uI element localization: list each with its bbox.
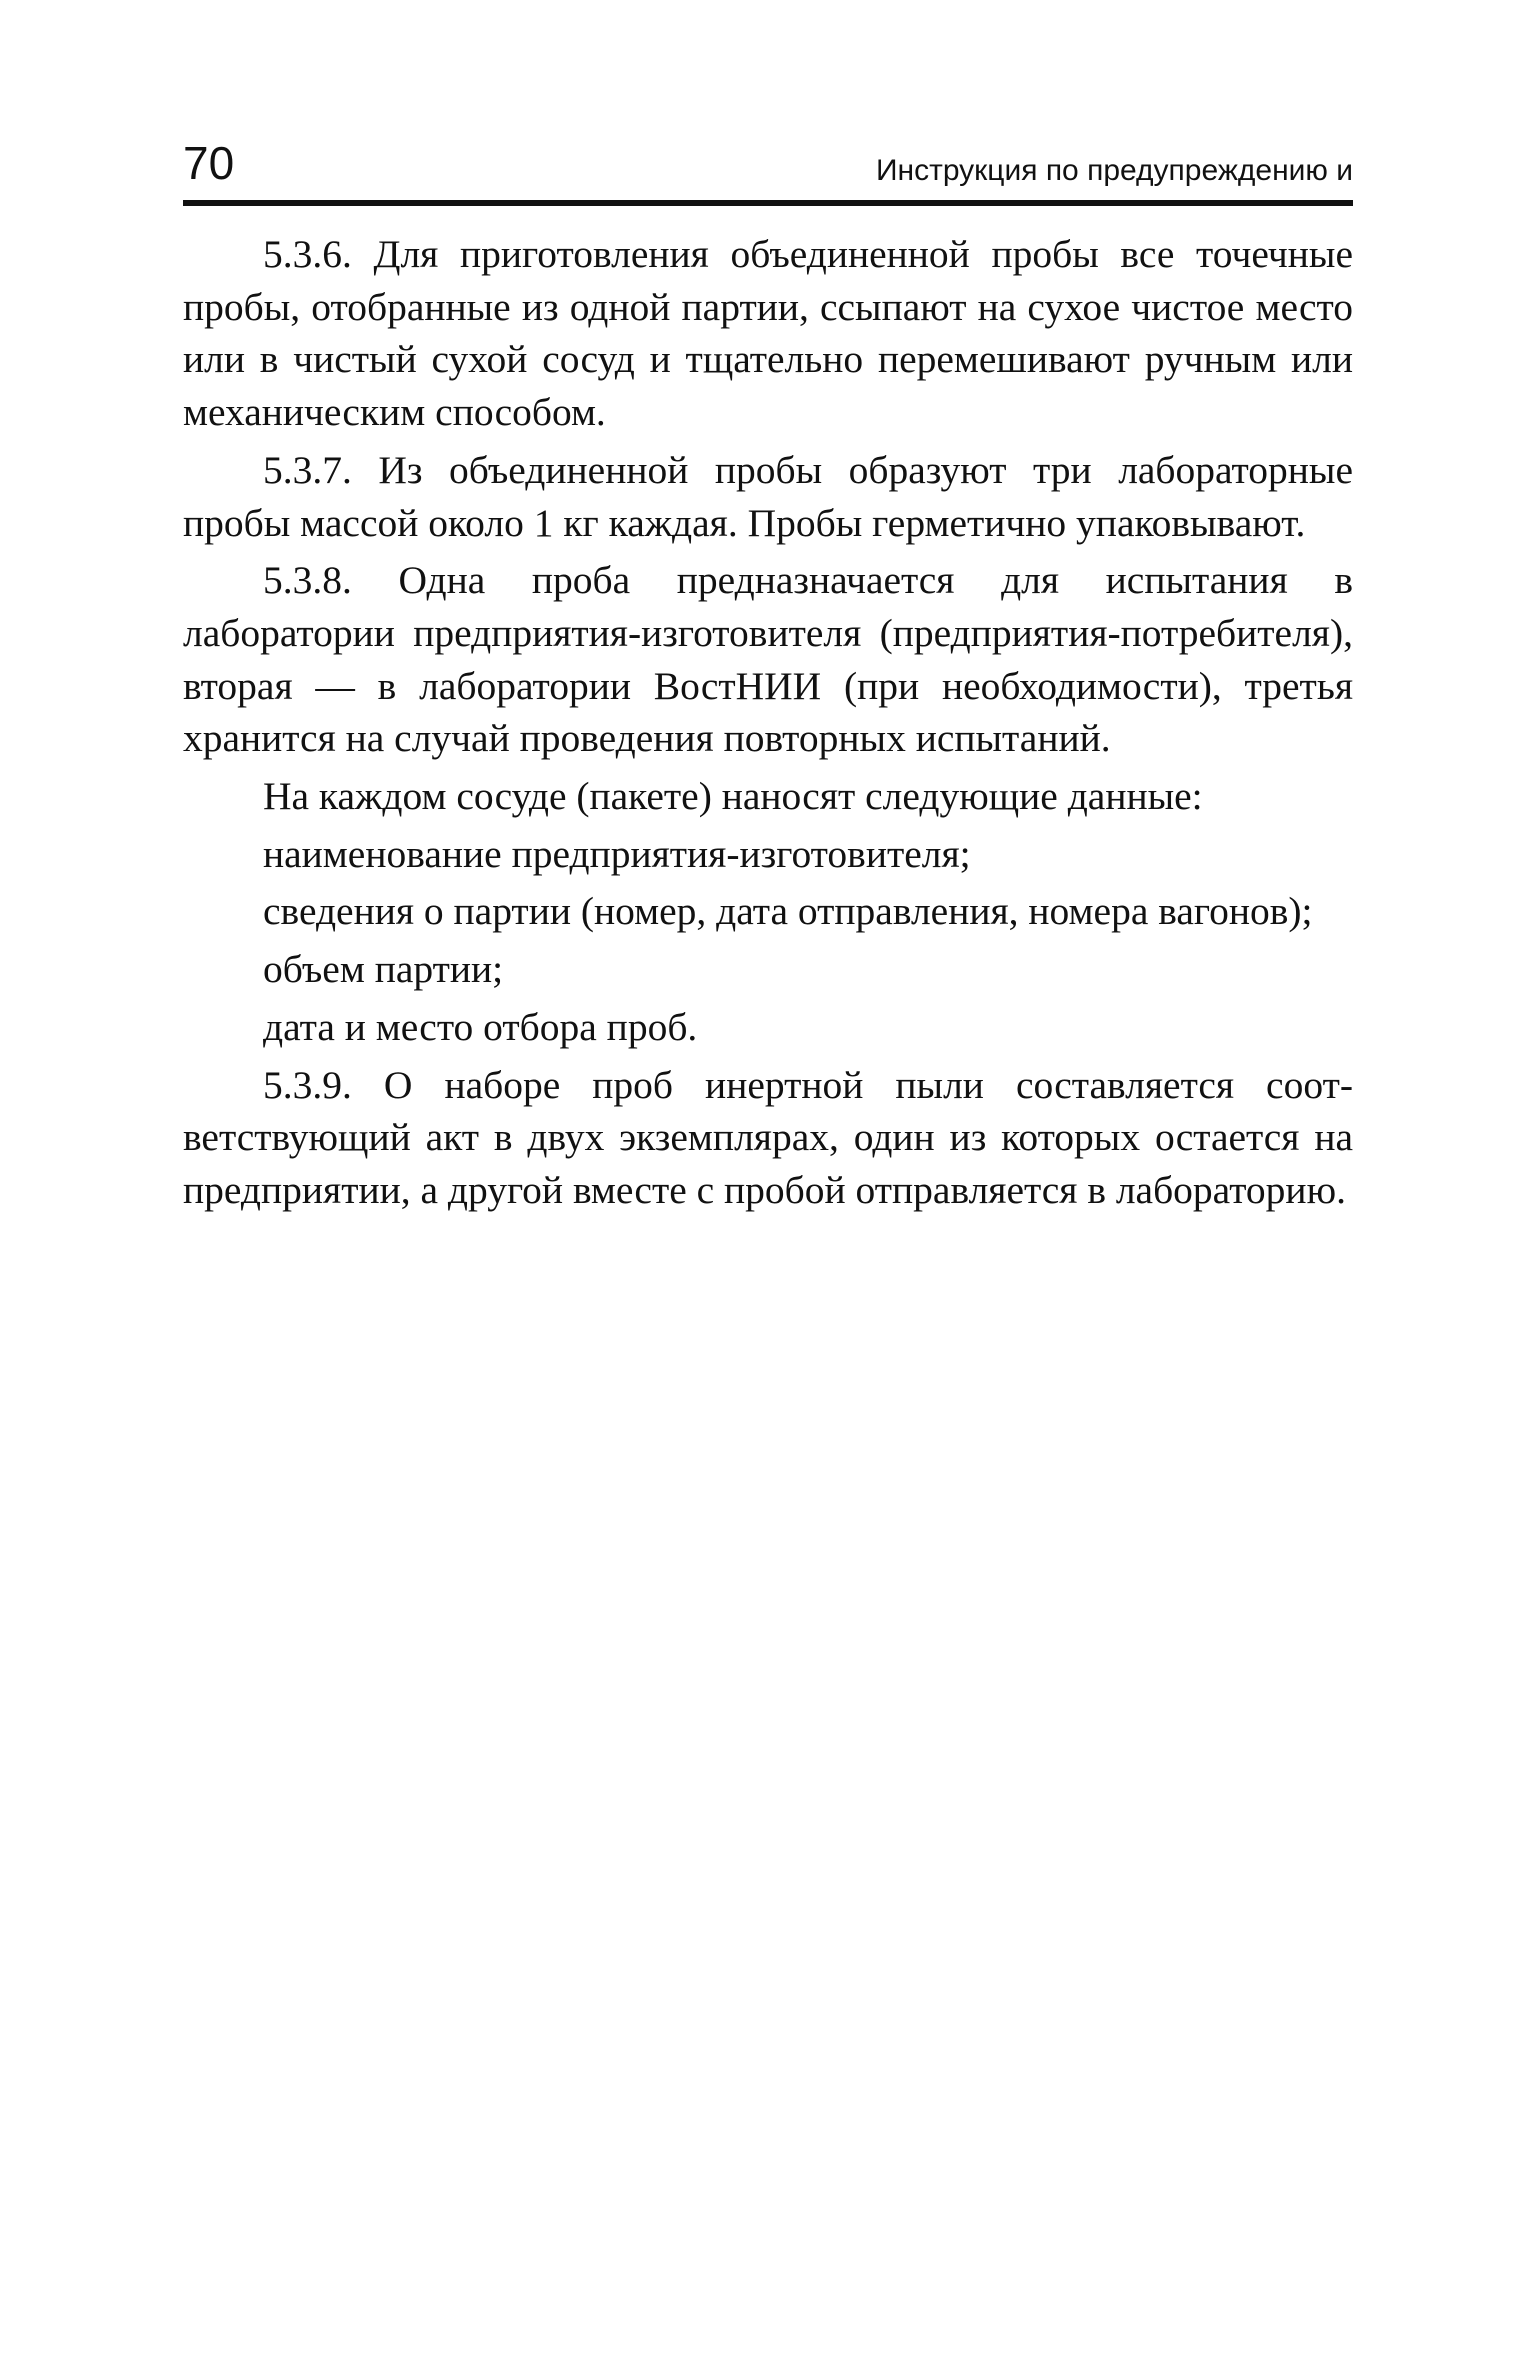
list-item-batch-volume: объем партии; xyxy=(263,947,504,992)
page-number: 70 xyxy=(183,137,235,189)
paragraph-5-3-7: 5.3.7. Из объединенной пробы образуют три лабораторные пробы массой около 1 кг каждая. Пробы герметично упаковывают. xyxy=(183,447,1353,545)
list-item-batch-info: сведения о партии (номер, дата отправления, номера вагонов); xyxy=(263,889,1313,934)
list-item-sampling-date-place: дата и место отбора проб. xyxy=(263,1004,698,1049)
body-text xyxy=(183,228,1353,1217)
paragraph-5-3-6: 5.3.6. Для приготовления объединенной пробы все точечные пробы, отобранные из одной партии, ссыпают на сухое чистое место или в чистый сухой сосуд и тщательно перемешивают ручным или механическим способом. xyxy=(183,232,1353,435)
paragraph-labeling-intro: На каждом сосуде (пакете) наносят следующие данные: xyxy=(263,774,1203,819)
running-title: Инструкция по предупреждению и xyxy=(875,154,1353,187)
paragraph-5-3-9: 5.3.9. О наборе проб инертной пыли составляется соответствующий акт в двух экземплярах, один из которых остается на предприятии, а другой вместе с пробой отправляется в лабораторию. xyxy=(183,1062,1353,1212)
header-rule xyxy=(183,200,1353,206)
page-header xyxy=(183,137,1353,202)
paragraph-5-3-8: 5.3.8. Одна проба предназначается для испытания в лаборатории предприятия-изготовителя (предприятия-потребителя), вторая — в лаборатории ВостНИИ (при необходимости), третья хранится на случай проведения повторных испытаний. xyxy=(183,558,1353,761)
list-item-manufacturer-name: наименование предприятия-изготовителя; xyxy=(263,831,971,876)
